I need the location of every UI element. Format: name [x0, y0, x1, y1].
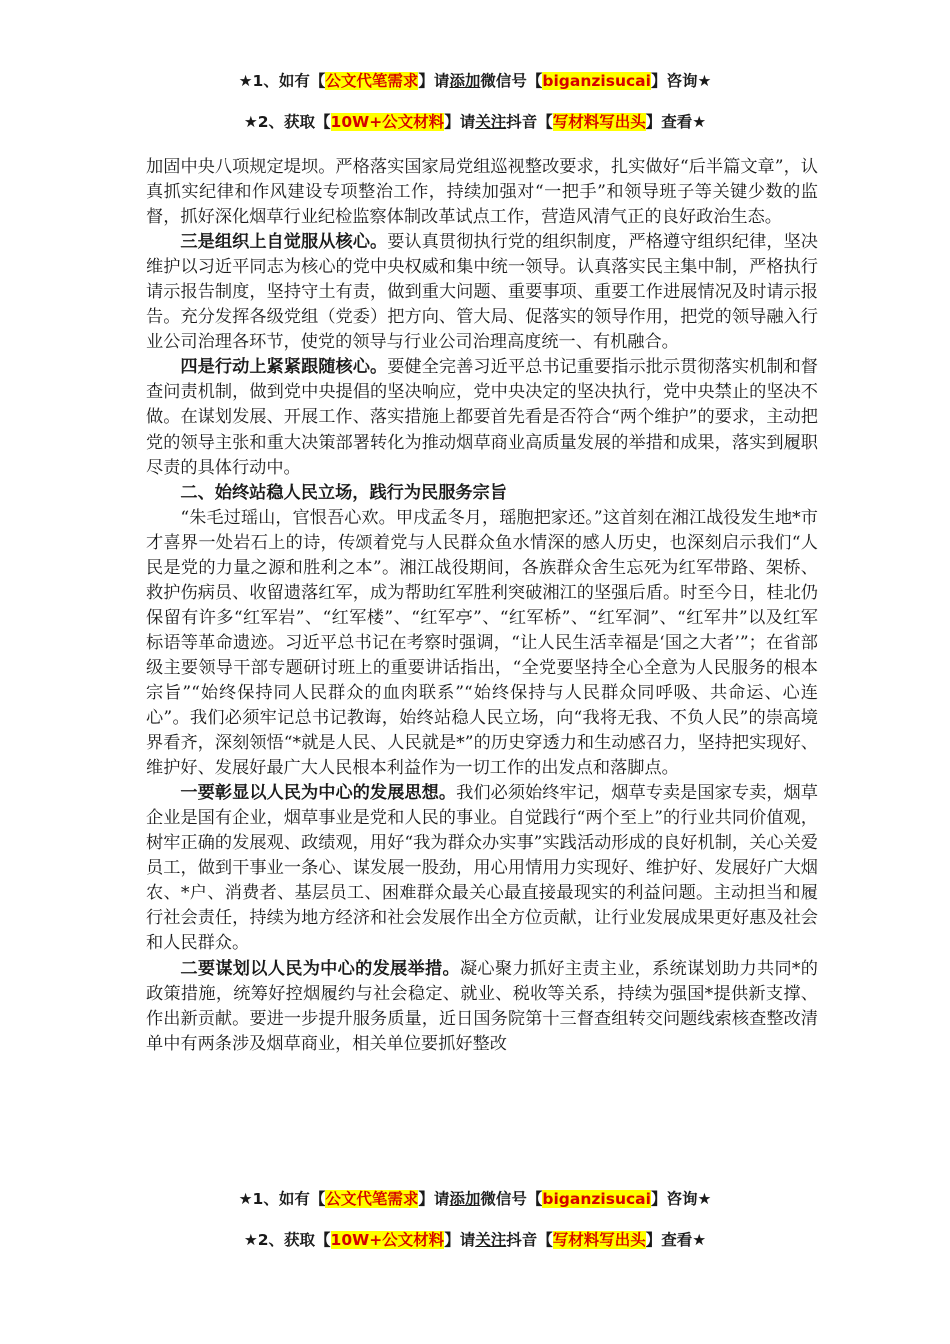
- paragraph-heading: 三是组织上自觉服从核心。: [180, 232, 388, 253]
- highlight-text: 写材料写出头: [552, 1231, 646, 1249]
- paragraph-text: 要健全完善习近平总书记重要指示批示贯彻落实机制和督查问责机制，做到党中央提倡的坚决响应，党中央决定的坚决执行，党中央禁止的坚决不做。在谋划发展、开展工作、落实措施上都要首先看是否符合“两个维护”的要求，主动把党的领导主张和重大决策部署转化为推动烟草商业高质量发展的举措和成果，落实到履职尽责的具体行动中。: [146, 357, 818, 478]
- banner-wechat-bottom: [0, 1188, 950, 1210]
- banner-text: 】请: [444, 1231, 476, 1249]
- highlight-text: biganzisucai: [542, 72, 651, 90]
- paragraph-heading: 四是行动上紧紧跟随核心。: [180, 357, 388, 378]
- banner-text: 】查看: [645, 113, 693, 131]
- paragraph-text: 要认真贯彻执行党的组织制度，严格遵守组织纪律，坚决维护以习近平同志为核心的党中央权威和集中统一领导。认真落实民主集中制，严格执行请示报告制度，坚持守土有责，做到重大问题、重要事项、重要工作进展情况及时请示报告。充分发挥各级党组（党委）把方向、管大局、促落实的领导作用，把党的领导融入行业公司治理各环节，使党的领导与行业公司治理高度统一、有机融合。: [146, 232, 818, 353]
- banner-text: 】请: [418, 72, 450, 90]
- banner-text: 抖音【: [506, 113, 553, 131]
- star-icon: ★: [243, 113, 258, 131]
- banner-text: 1、如有【: [252, 72, 326, 90]
- star-icon: ★: [243, 1231, 258, 1249]
- paragraph-heading: 二要谋划以人民为中心的发展举措。: [180, 958, 460, 979]
- paragraph: [146, 506, 818, 782]
- underline-text: 添加: [449, 1190, 481, 1208]
- banner-text: 抖音【: [506, 1231, 553, 1249]
- paragraph-text: 凝心聚力抓好主责主业，系统谋划助力共同*的政策措施，统筹好控烟履约与社会稳定、就业、税收等关系，持续为强国*提供新支撑、作出新贡献。要进一步提升服务质量，近日国务院第十三督查组转交问题线索核查整改清单中有两条涉及烟草商业，相关单位要抓好整改: [146, 958, 818, 1054]
- banner-text: 】请: [418, 1190, 450, 1208]
- star-icon: ★: [238, 1190, 253, 1208]
- banner-text: 微信号【: [480, 1190, 543, 1208]
- star-icon: ★: [238, 72, 253, 90]
- banner-text: 1、如有【: [252, 1190, 326, 1208]
- paragraph: [146, 355, 818, 480]
- highlight-text: 公文代笔需求: [325, 1190, 419, 1208]
- underline-text: 关注: [475, 113, 507, 131]
- document-body: [146, 155, 818, 1057]
- banner-douyin-top: [0, 111, 950, 133]
- banner-text: 2、获取【: [257, 113, 331, 131]
- highlight-text: 10W+公文材料: [330, 113, 445, 131]
- highlight-text: 写材料写出头: [552, 113, 646, 131]
- highlight-text: biganzisucai: [542, 1190, 651, 1208]
- banner-text: 】查看: [645, 1231, 693, 1249]
- highlight-text: 10W+公文材料: [330, 1231, 445, 1249]
- section-heading: [146, 481, 818, 506]
- banner-text: 微信号【: [480, 72, 543, 90]
- underline-text: 添加: [449, 72, 481, 90]
- star-icon: ★: [697, 1190, 712, 1208]
- underline-text: 关注: [475, 1231, 507, 1249]
- banner-text: 2、获取【: [257, 1231, 331, 1249]
- banner-wechat-top: [0, 70, 950, 92]
- paragraph-text: 加固中央八项规定堤坝。严格落实国家局党组巡视整改要求，扎实做好“后半篇文章”，认真抓实纪律和作风建设专项整治工作，持续加强对“一把手”和领导班子等关键少数的监督，抓好深化烟草行业纪检监察体制改革试点工作，营造风清气正的良好政治生态。: [146, 157, 818, 228]
- paragraph: [146, 957, 818, 1057]
- banner-text: 】咨询: [650, 72, 698, 90]
- star-icon: ★: [692, 1231, 707, 1249]
- paragraph-heading: 一要彰显以人民为中心的发展思想。: [180, 783, 457, 804]
- star-icon: ★: [697, 72, 712, 90]
- star-icon: ★: [692, 113, 707, 131]
- banner-text: 】请: [444, 113, 476, 131]
- paragraph: [146, 781, 818, 956]
- paragraph: [146, 230, 818, 355]
- paragraph-text: “朱毛过瑶山，官恨吾心欢。甲戌孟冬月，瑶胞把家还。”这首刻在湘江战役发生地*市才喜界一处岩石上的诗，传颂着党与人民群众鱼水情深的感人历史，也深刻启示我们“人民是党的力量之源和胜利之本”。湘江战役期间，各族群众舍生忘死为红军带路、架桥、救护伤病员、收留遗落红军，成为帮助红军胜利突破湘江的坚强后盾。时至今日，桂北仍保留有许多“红军岩”、“红军楼”、“红军亭”、“红军桥”、“红军洞”、“红军井”以及红军标语等革命遗迹。习近平总书记在考察时强调，“让人民生活幸福是‘国之大者’”；在省部级主要领导干部专题研讨班上的重要讲话指出，“全党要坚持全心全意为人民服务的根本宗旨”“始终保持同人民群众的血肉联系”“始终保持与人民群众同呼吸、共命运、心连心”。我们必须牢记总书记教诲，始终站稳人民立场，向“我将无我、不负人民”的崇高境界看齐，深刻领悟“*就是人民、人民就是*”的历史穿透力和生动感召力，坚持把实现好、维护好、发展好最广大人民根本利益作为一切工作的出发点和落脚点。: [146, 507, 818, 779]
- banner-text: 】咨询: [650, 1190, 698, 1208]
- paragraph: [146, 155, 818, 230]
- paragraph-text: 我们必须始终牢记，烟草专卖是国家专卖，烟草企业是国有企业，烟草事业是党和人民的事业。自觉践行“两个至上”的行业共同价值观，树牢正确的发展观、政绩观，用好“我为群众办实事”实践活动形成的良好机制，关心关爱员工，做到干事业一条心、谋发展一股劲，用心用情用力实现好、维护好、发展好广大烟农、*户、消费者、基层员工、困难群众最关心最直接最现实的利益问题。主动担当和履行社会责任，持续为地方经济和社会发展作出全方位贡献，让行业发展成果更好惠及社会和人民群众。: [146, 783, 818, 954]
- banner-douyin-bottom: [0, 1229, 950, 1251]
- highlight-text: 公文代笔需求: [325, 72, 419, 90]
- section-heading-text: 二、始终站稳人民立场，践行为民服务宗旨: [180, 482, 507, 503]
